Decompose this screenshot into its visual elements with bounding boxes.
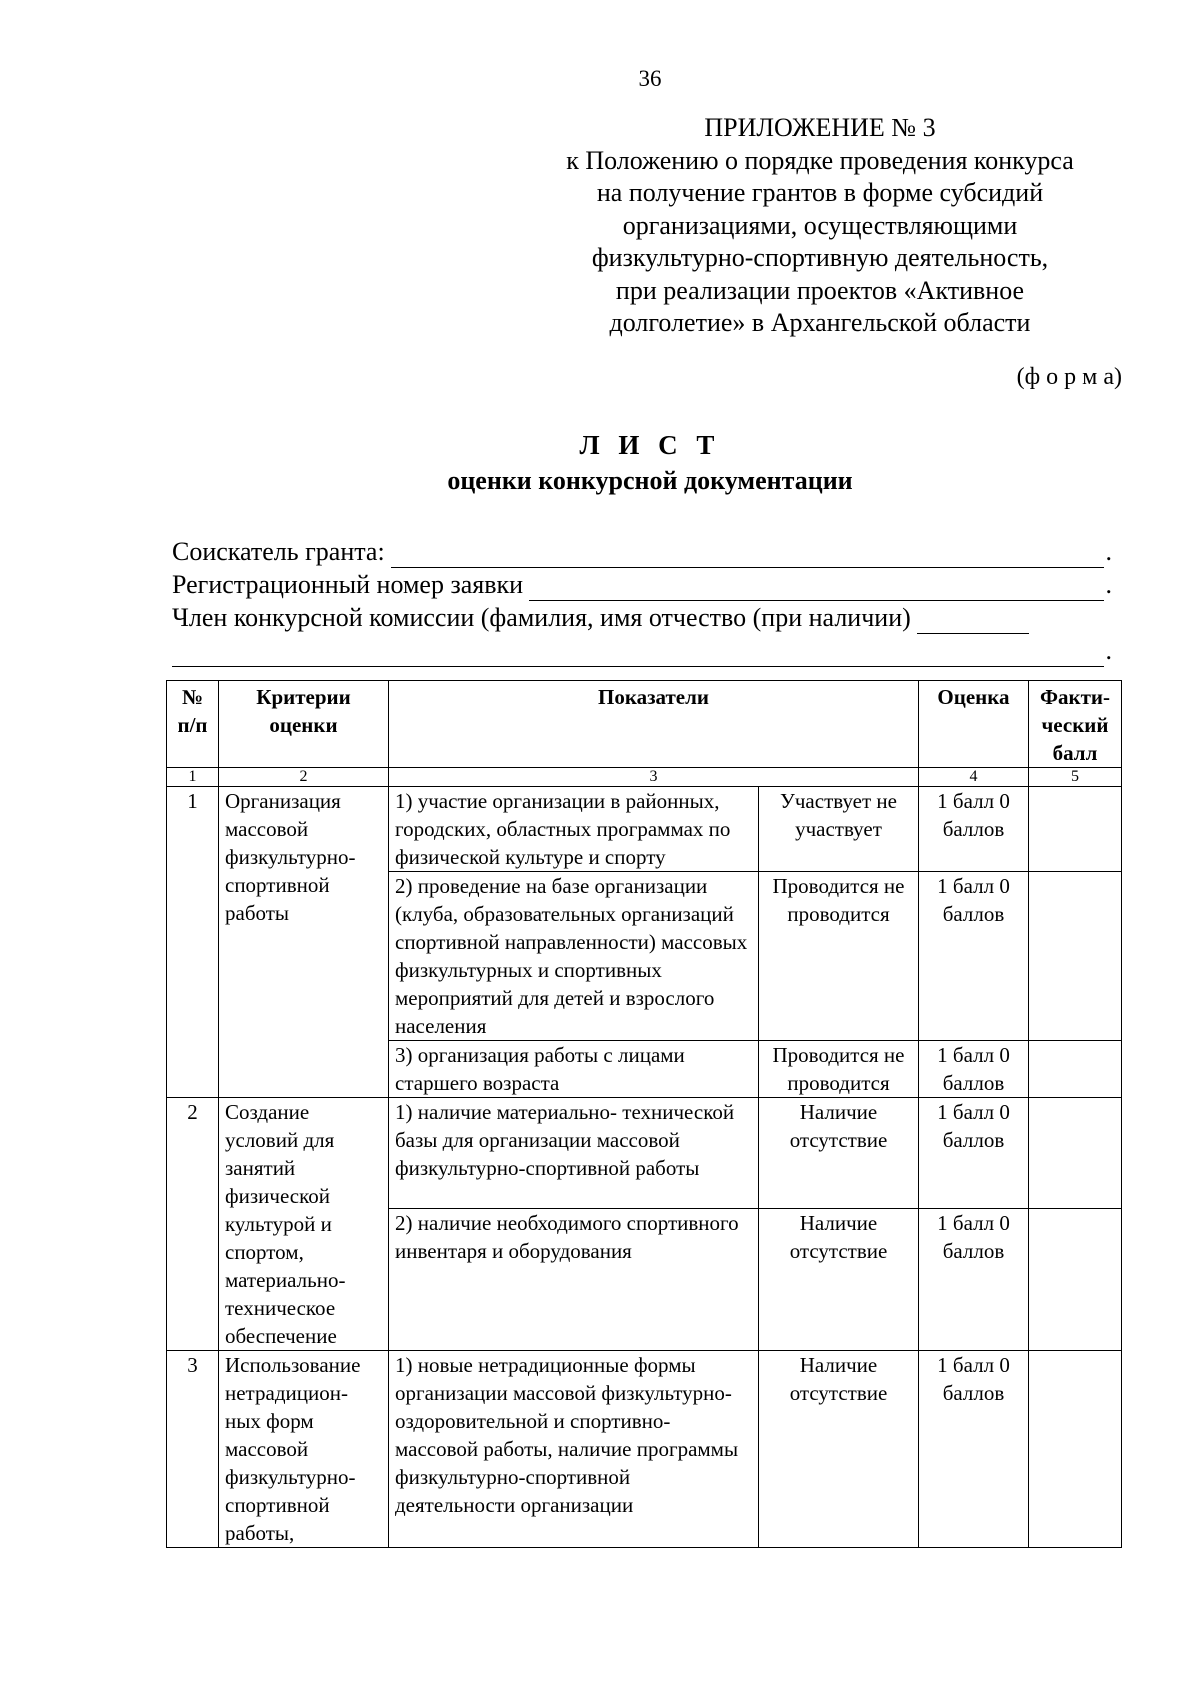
actual-score-cell[interactable]: [1029, 1041, 1122, 1098]
score-cell: 1 балл 0 баллов: [919, 1209, 1029, 1351]
status-cell: Наличие отсутствие: [759, 1098, 919, 1209]
applicant-blank[interactable]: [391, 543, 1104, 568]
actual-score-cell[interactable]: [1029, 787, 1122, 872]
appendix-header: [520, 112, 1120, 340]
actual-score-cell[interactable]: [1029, 872, 1122, 1041]
criterion-cell: Использование нетрадицион- ных форм массовой физкультурно- спортивной работы,: [219, 1351, 389, 1548]
actual-score-cell[interactable]: [1029, 1351, 1122, 1548]
indicator-cell: 1) участие организации в районных, городских, областных программах по физической культуре и спорту: [389, 787, 759, 872]
indicator-cell: 2) наличие необходимого спортивного инвентаря и оборудования: [389, 1209, 759, 1351]
appendix-line: организациями, осуществляющими: [622, 210, 1018, 240]
row-number: 3: [167, 1351, 219, 1548]
table-row: [167, 1098, 1122, 1209]
actual-score-cell[interactable]: [1029, 1098, 1122, 1209]
header-indicators: Показатели: [389, 681, 919, 768]
row-number: 2: [167, 1098, 219, 1351]
evaluation-table: [166, 680, 1122, 1548]
column-number: 5: [1029, 768, 1122, 787]
score-cell: 1 балл 0 баллов: [919, 787, 1029, 872]
appendix-line: к Положению о порядке проведения конкурса: [566, 145, 1074, 175]
row-number: 1: [167, 787, 219, 1098]
applicant-label: Соискатель гранта:: [172, 537, 385, 566]
status-cell: Наличие отсутствие: [759, 1209, 919, 1351]
header-actual: Факти- ческий балл: [1029, 681, 1122, 768]
appendix-title: ПРИЛОЖЕНИЕ № 3: [704, 113, 936, 142]
column-number-row: [167, 768, 1122, 787]
header-criteria: Критерии оценки: [219, 681, 389, 768]
page-number: 36: [638, 66, 662, 91]
header-score: Оценка: [919, 681, 1029, 768]
table-row: [167, 787, 1122, 872]
criterion-cell: Организация массовой физкультурно- спортивной работы: [219, 787, 389, 1098]
form-label: (ф о р м а): [1016, 364, 1122, 390]
member-label: Член конкурсной комиссии (фамилия, имя отчество (при наличии): [172, 603, 911, 632]
score-cell: 1 балл 0 баллов: [919, 872, 1029, 1041]
status-cell: Наличие отсутствие: [759, 1351, 919, 1548]
column-number: 1: [167, 768, 219, 787]
score-cell: 1 балл 0 баллов: [919, 1351, 1029, 1548]
score-cell: 1 балл 0 баллов: [919, 1041, 1029, 1098]
appendix-line: при реализации проектов «Активное: [615, 275, 1025, 305]
field-dot: .: [1105, 636, 1112, 665]
column-number: 4: [919, 768, 1029, 787]
indicator-cell: 3) организация работы с лицами старшего возраста: [389, 1041, 759, 1098]
table-header-row: [167, 681, 1122, 768]
column-number: 3: [389, 768, 919, 787]
score-cell: 1 балл 0 баллов: [919, 1098, 1029, 1209]
member-blank[interactable]: [917, 609, 1029, 634]
status-cell: Проводится не проводится: [759, 1041, 919, 1098]
status-cell: Проводится не проводится: [759, 872, 919, 1041]
field-dot: .: [1105, 537, 1112, 566]
indicator-cell: 2) проведение на базе организации (клуба, образовательных организаций спортивной направленности) массовых физкультурных и спортивных мероприятий для детей и взрослого населения: [389, 872, 759, 1041]
registration-field: [172, 568, 1112, 601]
appendix-line: физкультурно-спортивную деятельность,: [591, 243, 1049, 272]
appendix-line: долголетие» в Архангельской области: [609, 308, 1031, 337]
header-fields: [172, 535, 1112, 667]
registration-label: Регистрационный номер заявки: [172, 570, 524, 599]
indicator-cell: 1) новые нетрадиционные формы организации массовой физкультурно-оздоровительной и спортивно-массовой работы, наличие программы физкультурно-спортивной деятельности организации: [389, 1351, 759, 1548]
member-field: [172, 601, 1112, 634]
appendix-line: на получение грантов в форме субсидий: [596, 178, 1044, 207]
header-num: № п/п: [167, 681, 219, 768]
column-number: 2: [219, 768, 389, 787]
status-cell: Участвует не участвует: [759, 787, 919, 872]
actual-score-cell[interactable]: [1029, 1209, 1122, 1351]
document-title: Л И С Т: [579, 430, 721, 460]
member-field-continuation: [172, 634, 1112, 667]
applicant-field: [172, 535, 1112, 568]
member-blank-2[interactable]: [172, 642, 1104, 667]
table-row: [167, 1351, 1122, 1548]
registration-blank[interactable]: [529, 576, 1103, 601]
indicator-cell: 1) наличие материально- технической базы для организации массовой физкультурно-спортивной работы: [389, 1098, 759, 1209]
field-dot: .: [1105, 570, 1112, 599]
criterion-cell: Создание условий для занятий физической культурой и спортом, материально- техническое обеспечение: [219, 1098, 389, 1351]
document-subtitle: оценки конкурсной документации: [447, 466, 853, 495]
